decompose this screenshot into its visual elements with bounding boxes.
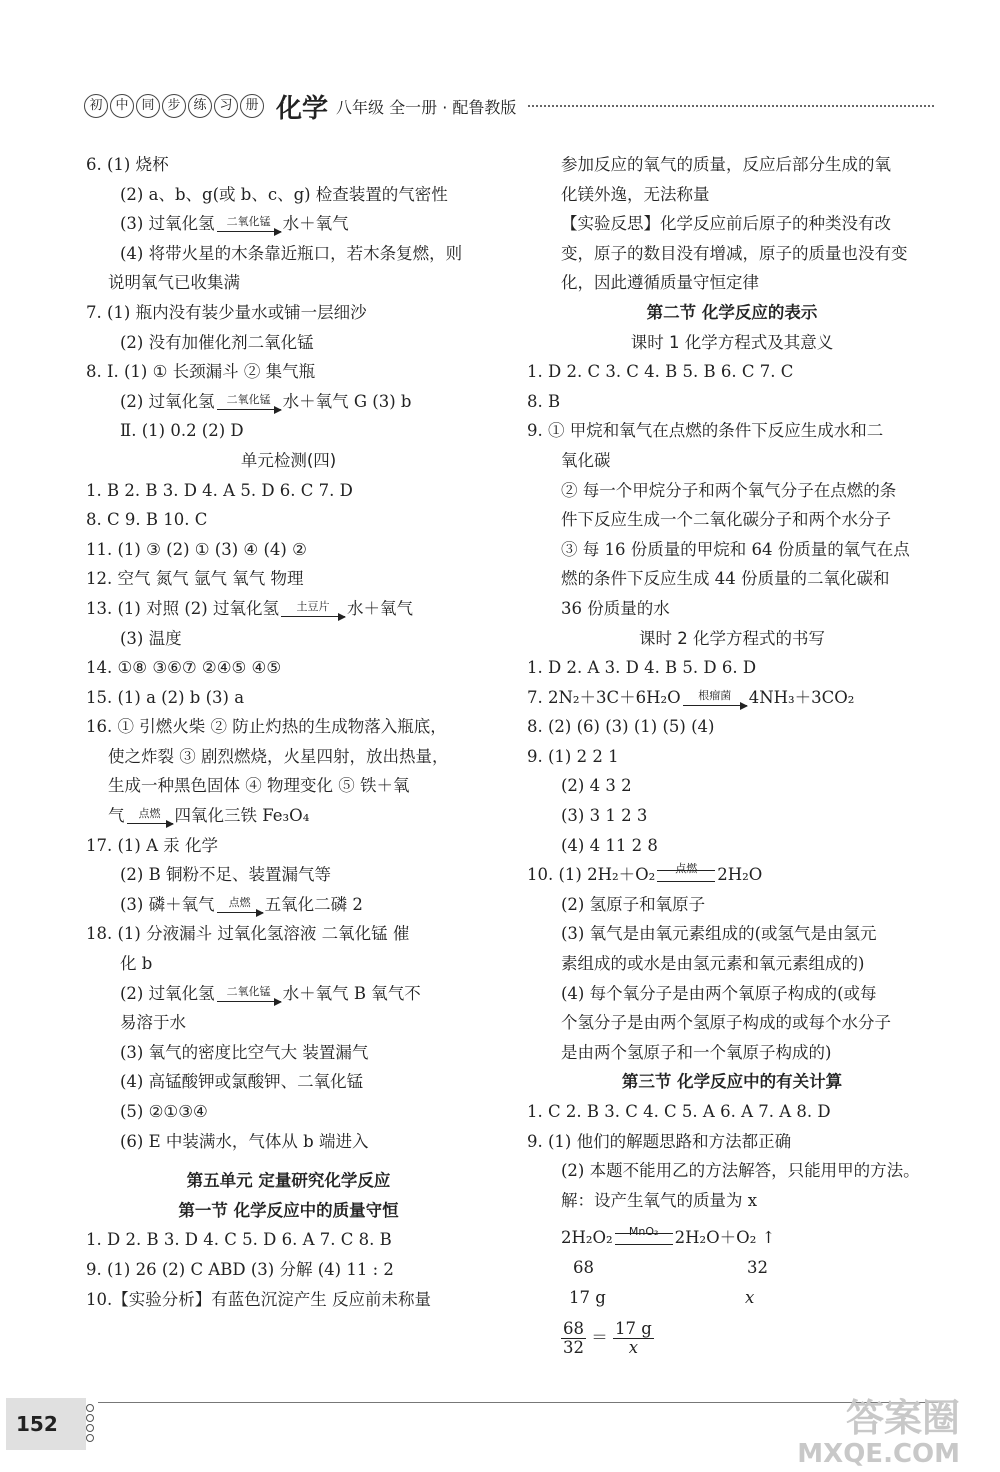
answer-line: 燃的条件下反应生成 44 份质量的二氧化碳和 xyxy=(561,569,890,589)
answer-line: Ⅱ. (1) 0.2 (2) D xyxy=(120,421,244,441)
answer-line: 氧化碳 xyxy=(561,450,611,470)
page-header xyxy=(84,88,934,124)
equals-sign xyxy=(657,861,715,882)
answer-line xyxy=(86,979,491,1009)
equation-text: 7. 2N₂＋3C＋6H₂O xyxy=(527,687,681,707)
right-column xyxy=(527,150,937,1358)
answer-line: 18. (1) 分液漏斗 过氧化氢溶液 二氧化锰 催 xyxy=(86,924,410,944)
answer-line: (2) a、b、g(或 b、c、g) 检查装置的气密性 xyxy=(120,184,448,204)
answer-line xyxy=(86,209,491,239)
equation-text: 10. (1) 2H₂＋O₂ xyxy=(527,865,656,885)
fraction: $\frac{68}{32}$ xyxy=(563,1319,584,1358)
series-char: 册 xyxy=(240,94,264,118)
reaction-condition: 二氧化锰 xyxy=(226,392,271,406)
equals-sign xyxy=(615,1224,673,1245)
left-column xyxy=(86,150,491,1314)
header-dotted-rule xyxy=(528,105,934,107)
answer-line: 是由两个氢原子和一个氧原子构成的) xyxy=(561,1042,832,1062)
series-char: 初 xyxy=(84,94,108,118)
reaction-condition: MnO₂ xyxy=(628,1224,659,1238)
answer-line: 6. (1) 烧杯 xyxy=(86,155,169,174)
answer-line: 1. D 2. C 3. C 4. B 5. B 6. C 7. C xyxy=(527,362,794,382)
answer-line: 件下反应生成一个二氧化碳分子和两个水分子 xyxy=(561,510,891,530)
answer-line: 化，因此遵循质量守恒定律 xyxy=(561,273,759,293)
equation-text: 水＋氧气 xyxy=(346,598,413,618)
answer-line xyxy=(86,594,491,624)
watermark xyxy=(797,1396,960,1472)
answer-line: (4) 每个氧分子是由两个氧原子构成的(或每 xyxy=(561,983,877,1003)
answer-line: 1. D 2. B 3. D 4. C 5. D 6. A 7. C 8. B xyxy=(86,1230,392,1250)
answer-line: 11. (1) ③ (2) ① (3) ④ (4) ② xyxy=(86,539,307,559)
equation-text: 水＋氧气 xyxy=(282,214,349,234)
equation-text: 水＋氧气 B 氧气不 xyxy=(282,983,421,1003)
answer-line: 解：设产生氧气的质量为 x xyxy=(561,1190,758,1210)
answer-line: 8. B xyxy=(527,391,561,411)
equation-text: (2) 过氧化氢 xyxy=(120,983,215,1003)
equation-text: (3) 磷＋氧气 xyxy=(120,894,215,914)
fraction: $\frac{17 g}{x}$ xyxy=(615,1319,652,1358)
mass-value: 32 xyxy=(747,1257,768,1277)
answer-line: 9. (1) 26 (2) C ABD (3) 分解 (4) 11 : 2 xyxy=(86,1259,394,1279)
reaction-arrow xyxy=(217,895,263,913)
series-char: 中 xyxy=(110,94,134,118)
reaction-arrow xyxy=(217,984,281,1002)
answer-line xyxy=(527,1223,937,1253)
answer-line: 【实验反思】化学反应前后原子的种类没有改 xyxy=(561,214,891,234)
reaction-condition: 土豆片 xyxy=(296,599,330,613)
equation-text: (2) 过氧化氢 xyxy=(120,391,215,411)
equation-text: 13. (1) 对照 (2) 过氧化氢 xyxy=(86,598,279,618)
page-number: 152 xyxy=(6,1398,86,1450)
mass-value: 68 xyxy=(573,1257,594,1277)
reaction-condition: 点燃 xyxy=(138,807,161,821)
answer-line: 9. (1) 2 2 1 xyxy=(527,746,619,766)
answer-line: 素组成的或水是由氢元素和氧元素组成的) xyxy=(561,954,865,974)
answer-line: (2) 氢原子和氧原子 xyxy=(561,894,706,914)
answer-line: (2) B 铜粉不足、装置漏气等 xyxy=(120,865,331,885)
section-heading: 第三节 化学反应中的有关计算 xyxy=(621,1072,843,1092)
answer-line: 1. C 2. B 3. C 4. C 5. A 6. A 7. A 8. D xyxy=(527,1102,831,1121)
equation-text: 4NH₃＋3CO₂ xyxy=(748,687,855,707)
section-heading: 第二节 化学反应的表示 xyxy=(646,302,818,322)
answer-line xyxy=(527,860,937,890)
answer-line xyxy=(527,1283,937,1313)
proportion-line xyxy=(527,1318,937,1358)
section-heading: 第一节 化学反应中的质量守恒 xyxy=(178,1200,399,1220)
answer-line: 14. ①⑧ ③⑥⑦ ②④⑤ ④⑤ xyxy=(86,658,282,678)
answer-line: 易溶于水 xyxy=(120,1013,186,1033)
lesson-heading: 课时 1 化学方程式及其意义 xyxy=(630,332,834,352)
answer-line: 36 份质量的水 xyxy=(561,598,670,618)
equation-text: 2H₂O＋O₂ ↑ xyxy=(674,1228,776,1248)
answer-line: (5) ②①③④ xyxy=(120,1102,208,1121)
answer-line: (4) 4 11 2 8 xyxy=(561,835,658,855)
answer-line: (3) 氧气是由氧元素组成的(或氢气是由氢元 xyxy=(561,924,877,944)
answer-line: 化镁外逸，无法称量 xyxy=(561,184,710,204)
answer-line: 9. ① 甲烷和氧气在点燃的条件下反应生成水和二 xyxy=(527,421,884,441)
answer-line: 生成一种黑色固体 ④ 物理变化 ⑤ 铁＋氧 xyxy=(108,776,410,796)
grade-info: 八年级 全一册 · 配鲁教版 xyxy=(336,97,517,117)
series-char: 同 xyxy=(136,94,160,118)
mass-value: 17 g xyxy=(569,1287,606,1307)
equation-text: 2H₂O xyxy=(717,865,763,885)
answer-line: ③ 每 16 份质量的甲烷和 64 份质量的氧气在点 xyxy=(561,539,910,559)
answer-line: 7. (1) 瓶内没有装少量水或铺一层细沙 xyxy=(86,302,367,322)
series-char: 步 xyxy=(162,94,186,118)
answer-line: ② 每一个甲烷分子和两个氧气分子在点燃的条 xyxy=(561,480,897,500)
answer-line xyxy=(86,890,491,920)
answer-line: 化 b xyxy=(120,954,153,974)
unit-heading: 第五单元 定量研究化学反应 xyxy=(186,1171,391,1191)
answer-line: 8. Ⅰ. (1) ① 长颈漏斗 ② 集气瓶 xyxy=(86,362,316,382)
answer-line: 10.【实验分析】有蓝色沉淀产生 反应前未称量 xyxy=(86,1289,431,1309)
equation-text: (3) 过氧化氢 xyxy=(120,214,215,234)
answer-line: 16. ① 引燃火柴 ② 防止灼热的生成物落入瓶底， xyxy=(86,717,447,737)
answer-line: 1. B 2. B 3. D 4. A 5. D 6. C 7. D xyxy=(86,480,353,500)
equation-text: 气 xyxy=(108,806,125,826)
watermark-text: 答案圈 xyxy=(845,1396,960,1440)
answer-line: 15. (1) a (2) b (3) a xyxy=(86,687,245,707)
answer-line: (3) 3 1 2 3 xyxy=(561,806,648,826)
equals-text: ＝ xyxy=(591,1328,608,1348)
answer-line: 12. 空气 氮气 氩气 氧气 物理 xyxy=(86,569,304,589)
answer-line: 说明氧气已收集满 xyxy=(108,273,240,293)
answer-line: (2) 本题不能用乙的方法解答，只能用甲的方法。 xyxy=(561,1161,920,1181)
reaction-arrow xyxy=(281,599,345,617)
reaction-condition: 点燃 xyxy=(675,861,698,875)
reaction-arrow xyxy=(683,688,747,706)
answer-line: 个氢分子是由两个氢原子构成的或每个水分子 xyxy=(561,1013,891,1033)
answer-line: (3) 温度 xyxy=(120,628,182,648)
reaction-arrow xyxy=(217,392,281,410)
equation-text: 四氧化三铁 Fe₃O₄ xyxy=(174,806,310,826)
answer-line: (2) 4 3 2 xyxy=(561,776,632,796)
section-heading: 单元检测(四) xyxy=(240,450,337,470)
answer-line: 使之炸裂 ③ 剧烈燃烧，火星四射，放出热量， xyxy=(108,746,449,766)
subject-title: 化学 xyxy=(276,93,329,124)
answer-line: (2) 没有加催化剂二氧化锰 xyxy=(120,332,314,352)
reaction-arrow xyxy=(217,217,281,232)
binding-rings-icon xyxy=(86,1404,96,1448)
reaction-condition: 根瘤菌 xyxy=(698,688,732,702)
answer-line xyxy=(527,1253,937,1283)
equation-text: 五氧化二磷 2 xyxy=(264,894,363,914)
answer-line xyxy=(86,387,491,417)
reaction-arrow xyxy=(127,809,173,824)
lesson-heading: 课时 2 化学方程式的书写 xyxy=(639,628,825,648)
mass-value: x xyxy=(745,1287,755,1307)
equation-text: 2H₂O₂ xyxy=(561,1228,613,1248)
answer-line: (4) 高锰酸钾或氯酸钾、二氧化锰 xyxy=(120,1072,364,1092)
series-char: 习 xyxy=(214,94,238,118)
answer-line: 1. D 2. A 3. D 4. B 5. D 6. D xyxy=(527,658,757,678)
equation-text: 水＋氧气 G (3) b xyxy=(282,391,412,411)
series-char: 练 xyxy=(188,94,212,118)
answer-line: 8. (2) (6) (3) (1) (5) (4) xyxy=(527,717,715,737)
reaction-condition: 二氧化锰 xyxy=(226,984,271,998)
answer-line: 9. (1) 他们的解题思路和方法都正确 xyxy=(527,1131,792,1151)
answer-line xyxy=(86,801,491,831)
answer-line: 8. C 9. B 10. C xyxy=(86,510,208,530)
answer-line: 参加反应的氧气的质量，反应后部分生成的氧 xyxy=(561,155,891,174)
reaction-condition: 二氧化锰 xyxy=(226,215,271,229)
answer-line xyxy=(527,683,937,713)
answer-line: 变，原子的数目没有增减，原子的质量也没有变 xyxy=(561,243,908,263)
reaction-condition: 点燃 xyxy=(228,895,251,909)
series-title xyxy=(84,94,266,118)
answer-line: (6) E 中装满水，气体从 b 端进入 xyxy=(120,1131,369,1151)
answer-line: (3) 氧气的密度比空气大 装置漏气 xyxy=(120,1042,369,1062)
answer-line: (4) 将带火星的木条靠近瓶口，若木条复燃，则 xyxy=(120,243,463,263)
answer-line: 17. (1) A 汞 化学 xyxy=(86,835,219,855)
watermark-url: MXQE.COM xyxy=(797,1439,960,1469)
